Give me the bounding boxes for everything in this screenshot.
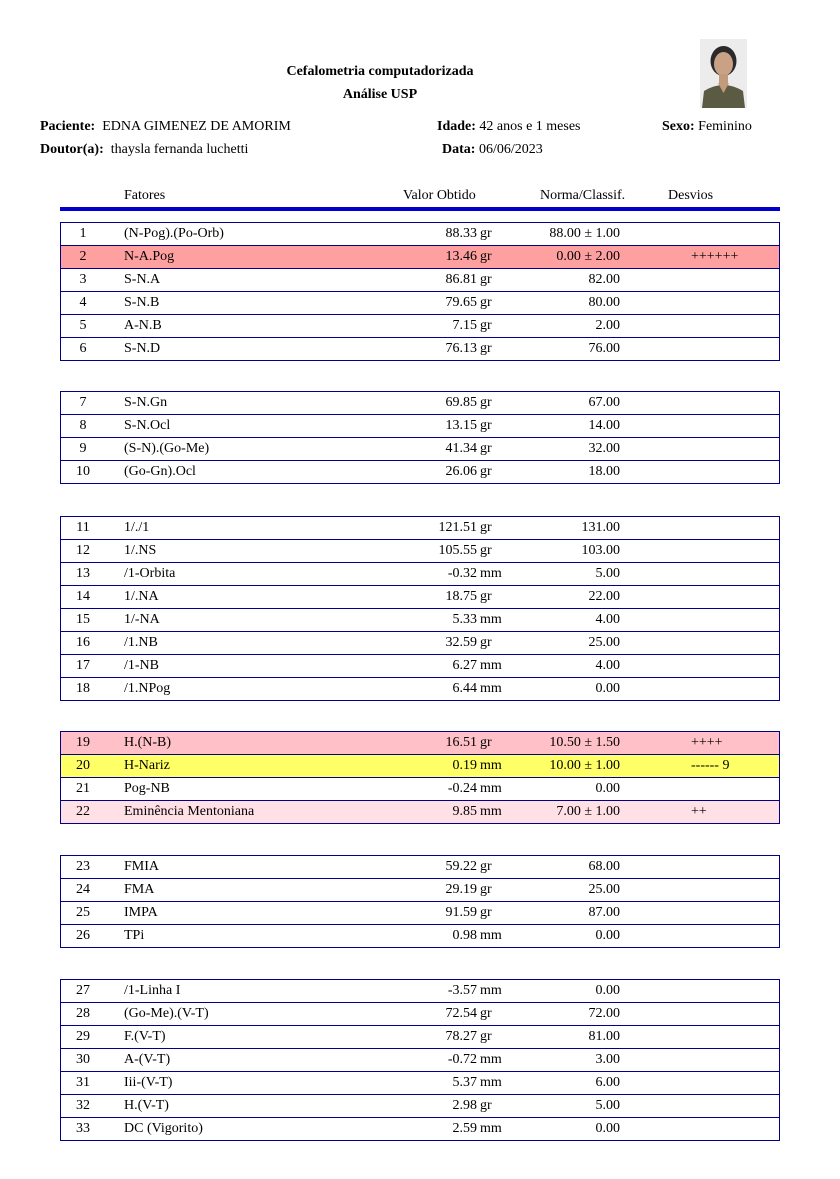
cell-value: 6.27 [452, 658, 477, 673]
cell-num: 6 [79, 341, 87, 356]
cell-factor: H.(V-T) [124, 1098, 169, 1113]
column-header-norm: Norma/Classif. [540, 188, 626, 203]
cell-norm: 4.00 [595, 658, 620, 673]
factor-group [60, 731, 780, 824]
cell-factor: 1/./1 [124, 520, 150, 535]
table-row [61, 1048, 779, 1071]
cell-dev: ------ 9 [691, 758, 730, 773]
table-row [61, 223, 779, 245]
cell-unit: mm [480, 566, 502, 581]
table-row [61, 1002, 779, 1025]
cell-num: 24 [76, 882, 90, 897]
cell-num: 21 [76, 781, 90, 796]
cell-norm: 5.00 [595, 566, 620, 581]
cell-unit: mm [480, 928, 502, 943]
age-field [437, 119, 581, 135]
cell-factor: /1.NB [124, 635, 158, 650]
cell-unit: gr [480, 520, 492, 535]
table-row [61, 754, 779, 777]
doctor-label: Doutor(a): [40, 142, 104, 157]
cell-num: 14 [76, 589, 90, 604]
table-row [61, 1025, 779, 1048]
cell-value: 0.98 [452, 928, 477, 943]
cell-num: 17 [76, 658, 90, 673]
date-field [442, 142, 543, 158]
table-row [61, 437, 779, 460]
cell-value: 16.51 [445, 735, 477, 750]
cell-norm: 25.00 [588, 635, 620, 650]
cell-value: 88.33 [445, 226, 477, 241]
table-row [61, 924, 779, 947]
cell-norm: 32.00 [588, 441, 620, 456]
cell-value: 121.51 [438, 520, 477, 535]
cell-unit: gr [480, 295, 492, 310]
cell-unit: mm [480, 781, 502, 796]
cell-value: 2.59 [452, 1121, 477, 1136]
cell-factor: TPi [124, 928, 145, 943]
cell-num: 33 [76, 1121, 90, 1136]
cell-value: 0.19 [452, 758, 477, 773]
cell-norm: 0.00 [595, 928, 620, 943]
cell-value: 7.15 [452, 318, 477, 333]
cell-value: 18.75 [445, 589, 477, 604]
cell-num: 30 [76, 1052, 90, 1067]
cell-num: 20 [76, 758, 90, 773]
cell-norm: 0.00 ± 2.00 [556, 249, 620, 264]
cell-value: 5.33 [452, 612, 477, 627]
table-row [61, 585, 779, 608]
cell-factor: S-N.B [124, 295, 160, 310]
factor-group [60, 391, 780, 484]
column-header-deviations: Desvios [668, 188, 714, 203]
cell-norm: 2.00 [595, 318, 620, 333]
age-value: 42 anos e 1 meses [479, 119, 581, 134]
cell-norm: 6.00 [595, 1075, 620, 1090]
cell-num: 10 [76, 464, 90, 479]
sex-field [662, 119, 752, 135]
cell-value: 59.22 [445, 859, 477, 874]
cell-unit: mm [480, 612, 502, 627]
cell-value: 6.44 [452, 681, 477, 696]
table-row [61, 245, 779, 268]
cell-num: 7 [79, 395, 87, 410]
cell-value: 5.37 [452, 1075, 477, 1090]
cell-unit: gr [480, 249, 492, 264]
doctor-field [40, 142, 248, 158]
cell-num: 13 [76, 566, 90, 581]
cell-unit: gr [480, 1098, 492, 1113]
cell-num: 9 [79, 441, 87, 456]
cell-norm: 7.00 ± 1.00 [556, 804, 620, 819]
cell-factor: FMIA [124, 859, 160, 874]
table-row [61, 314, 779, 337]
cell-factor: /1.NPog [124, 681, 171, 696]
patient-name: EDNA GIMENEZ DE AMORIM [102, 119, 291, 134]
cell-norm: 131.00 [581, 520, 620, 535]
cell-factor: F.(V-T) [124, 1029, 166, 1044]
table-row [61, 631, 779, 654]
factor-group [60, 979, 780, 1141]
cell-value: 91.59 [445, 905, 477, 920]
cell-norm: 81.00 [588, 1029, 620, 1044]
cell-factor: A-(V-T) [124, 1052, 171, 1067]
cell-dev: ++++++ [691, 249, 739, 264]
cell-value: -3.57 [447, 983, 477, 998]
cell-factor: (N-Pog).(Po-Orb) [124, 226, 224, 241]
age-label: Idade: [437, 119, 476, 134]
cell-value: -0.32 [447, 566, 477, 581]
date-value: 06/06/2023 [478, 142, 543, 157]
cell-factor: N-A.Pog [124, 249, 175, 264]
cell-unit: gr [480, 418, 492, 433]
cell-factor: Pog-NB [124, 781, 170, 796]
cell-norm: 3.00 [595, 1052, 620, 1067]
factor-group [60, 855, 780, 948]
cell-unit: gr [480, 341, 492, 356]
cell-norm: 0.00 [595, 681, 620, 696]
cell-unit: mm [480, 1052, 502, 1067]
patient-label: Paciente: [40, 119, 96, 134]
cell-unit: gr [480, 1029, 492, 1044]
patient-photo [700, 39, 747, 108]
cell-factor: (Go-Gn).Ocl [124, 464, 196, 479]
cell-norm: 25.00 [588, 882, 620, 897]
cell-norm: 0.00 [595, 1121, 620, 1136]
cell-factor: Iii-(V-T) [124, 1075, 173, 1090]
cell-norm: 87.00 [588, 905, 620, 920]
cell-value: 105.55 [438, 543, 477, 558]
table-row [61, 1071, 779, 1094]
cell-num: 28 [76, 1006, 90, 1021]
cell-unit: mm [480, 804, 502, 819]
cell-num: 25 [76, 905, 90, 920]
cell-unit: gr [480, 589, 492, 604]
table-row [61, 1117, 779, 1140]
cell-num: 11 [76, 520, 90, 535]
cell-num: 32 [76, 1098, 90, 1113]
cell-factor: S-N.A [124, 272, 161, 287]
cell-num: 31 [76, 1075, 90, 1090]
table-row [61, 337, 779, 360]
cell-value: 79.65 [445, 295, 477, 310]
cell-value: 26.06 [445, 464, 477, 479]
report-title: Cefalometria computadorizada [286, 64, 474, 79]
cell-factor: /1-NB [124, 658, 159, 673]
cell-factor: /1-Linha I [124, 983, 181, 998]
table-row [61, 268, 779, 291]
cell-dev: ++++ [691, 735, 723, 750]
cell-factor: A-N.B [124, 318, 162, 333]
cell-norm: 18.00 [588, 464, 620, 479]
cell-factor: (S-N).(Go-Me) [124, 441, 210, 456]
cell-factor: H-Nariz [124, 758, 170, 773]
header-divider [60, 207, 780, 211]
sex-label: Sexo: [662, 119, 695, 134]
cell-factor: DC (Vigorito) [124, 1121, 203, 1136]
table-row [61, 562, 779, 585]
cell-factor: IMPA [124, 905, 158, 920]
report-subtitle: Análise USP [342, 87, 418, 102]
cell-unit: gr [480, 735, 492, 750]
cell-num: 27 [76, 983, 90, 998]
cell-num: 5 [79, 318, 87, 333]
cell-value: 72.54 [445, 1006, 477, 1021]
cell-value: 2.98 [452, 1098, 477, 1113]
cell-norm: 5.00 [595, 1098, 620, 1113]
cell-unit: gr [480, 464, 492, 479]
cell-value: 32.59 [445, 635, 477, 650]
table-row [61, 856, 779, 878]
cell-unit: mm [480, 1121, 502, 1136]
cell-unit: gr [480, 226, 492, 241]
cell-norm: 67.00 [588, 395, 620, 410]
cell-unit: mm [480, 681, 502, 696]
cell-factor: 1/-NA [124, 612, 160, 627]
cell-unit: gr [480, 882, 492, 897]
cell-value: 13.46 [445, 249, 477, 264]
cell-unit: gr [480, 441, 492, 456]
cell-norm: 103.00 [581, 543, 620, 558]
table-row [61, 980, 779, 1002]
cell-norm: 4.00 [595, 612, 620, 627]
cell-unit: mm [480, 1075, 502, 1090]
table-row [61, 1094, 779, 1117]
cell-dev: ++ [691, 804, 707, 819]
cell-value: 13.15 [445, 418, 477, 433]
cell-num: 4 [79, 295, 87, 310]
cell-unit: gr [480, 1006, 492, 1021]
cell-num: 8 [79, 418, 87, 433]
cell-num: 3 [79, 272, 87, 287]
cell-value: 41.34 [445, 441, 477, 456]
cell-norm: 10.50 ± 1.50 [549, 735, 620, 750]
cell-value: -0.24 [447, 781, 477, 796]
cell-num: 26 [76, 928, 90, 943]
factor-group [60, 516, 780, 701]
table-row [61, 517, 779, 539]
sex-value: Feminino [698, 119, 752, 134]
cell-norm: 10.00 ± 1.00 [549, 758, 620, 773]
cell-factor: 1/.NA [124, 589, 159, 604]
cell-unit: gr [480, 395, 492, 410]
cell-unit: mm [480, 983, 502, 998]
cell-norm: 76.00 [588, 341, 620, 356]
cell-unit: gr [480, 543, 492, 558]
cell-num: 23 [76, 859, 90, 874]
cell-num: 18 [76, 681, 90, 696]
cell-norm: 88.00 ± 1.00 [549, 226, 620, 241]
cell-num: 15 [76, 612, 90, 627]
table-row [61, 777, 779, 800]
cell-unit: mm [480, 758, 502, 773]
cell-norm: 68.00 [588, 859, 620, 874]
cell-num: 12 [76, 543, 90, 558]
table-row [61, 878, 779, 901]
cell-value: 29.19 [445, 882, 477, 897]
table-row [61, 654, 779, 677]
cell-norm: 80.00 [588, 295, 620, 310]
cell-num: 19 [76, 735, 90, 750]
cell-num: 2 [79, 249, 87, 264]
column-header-value: Valor Obtido [403, 188, 476, 203]
cell-unit: gr [480, 318, 492, 333]
doctor-name: thaysla fernanda luchetti [110, 142, 249, 157]
cell-value: 76.13 [445, 341, 477, 356]
table-row [61, 800, 779, 823]
cell-unit: gr [480, 272, 492, 287]
cell-value: 78.27 [445, 1029, 477, 1044]
cell-value: 86.81 [445, 272, 477, 287]
column-header-factors: Fatores [124, 188, 166, 203]
cell-norm: 22.00 [588, 589, 620, 604]
cell-factor: (Go-Me).(V-T) [124, 1006, 209, 1021]
table-row [61, 539, 779, 562]
cell-factor: S-N.D [124, 341, 161, 356]
table-row [61, 732, 779, 754]
table-row [61, 677, 779, 700]
table-row [61, 901, 779, 924]
cell-unit: gr [480, 859, 492, 874]
cell-unit: mm [480, 658, 502, 673]
cell-num: 1 [79, 226, 87, 241]
cell-norm: 72.00 [588, 1006, 620, 1021]
table-row [61, 460, 779, 483]
cell-num: 29 [76, 1029, 90, 1044]
cell-norm: 14.00 [588, 418, 620, 433]
table-row [61, 392, 779, 414]
cell-norm: 82.00 [588, 272, 620, 287]
table-row [61, 414, 779, 437]
cell-unit: gr [480, 905, 492, 920]
cell-value: 69.85 [445, 395, 477, 410]
cell-num: 16 [76, 635, 90, 650]
cell-factor: Eminência Mentoniana [124, 804, 255, 819]
cell-num: 22 [76, 804, 90, 819]
cell-value: -0.72 [447, 1052, 477, 1067]
table-row [61, 608, 779, 631]
cell-norm: 0.00 [595, 781, 620, 796]
date-label: Data: [442, 142, 476, 157]
table-row [61, 291, 779, 314]
cell-factor: S-N.Gn [124, 395, 168, 410]
cell-unit: gr [480, 635, 492, 650]
cell-norm: 0.00 [595, 983, 620, 998]
cell-factor: H.(N-B) [124, 735, 172, 750]
cell-factor: 1/.NS [124, 543, 157, 558]
cell-factor: /1-Orbita [124, 566, 176, 581]
cell-factor: FMA [124, 882, 155, 897]
factor-group [60, 222, 780, 361]
patient-field [40, 119, 291, 135]
cell-value: 9.85 [452, 804, 477, 819]
cell-factor: S-N.Ocl [124, 418, 171, 433]
